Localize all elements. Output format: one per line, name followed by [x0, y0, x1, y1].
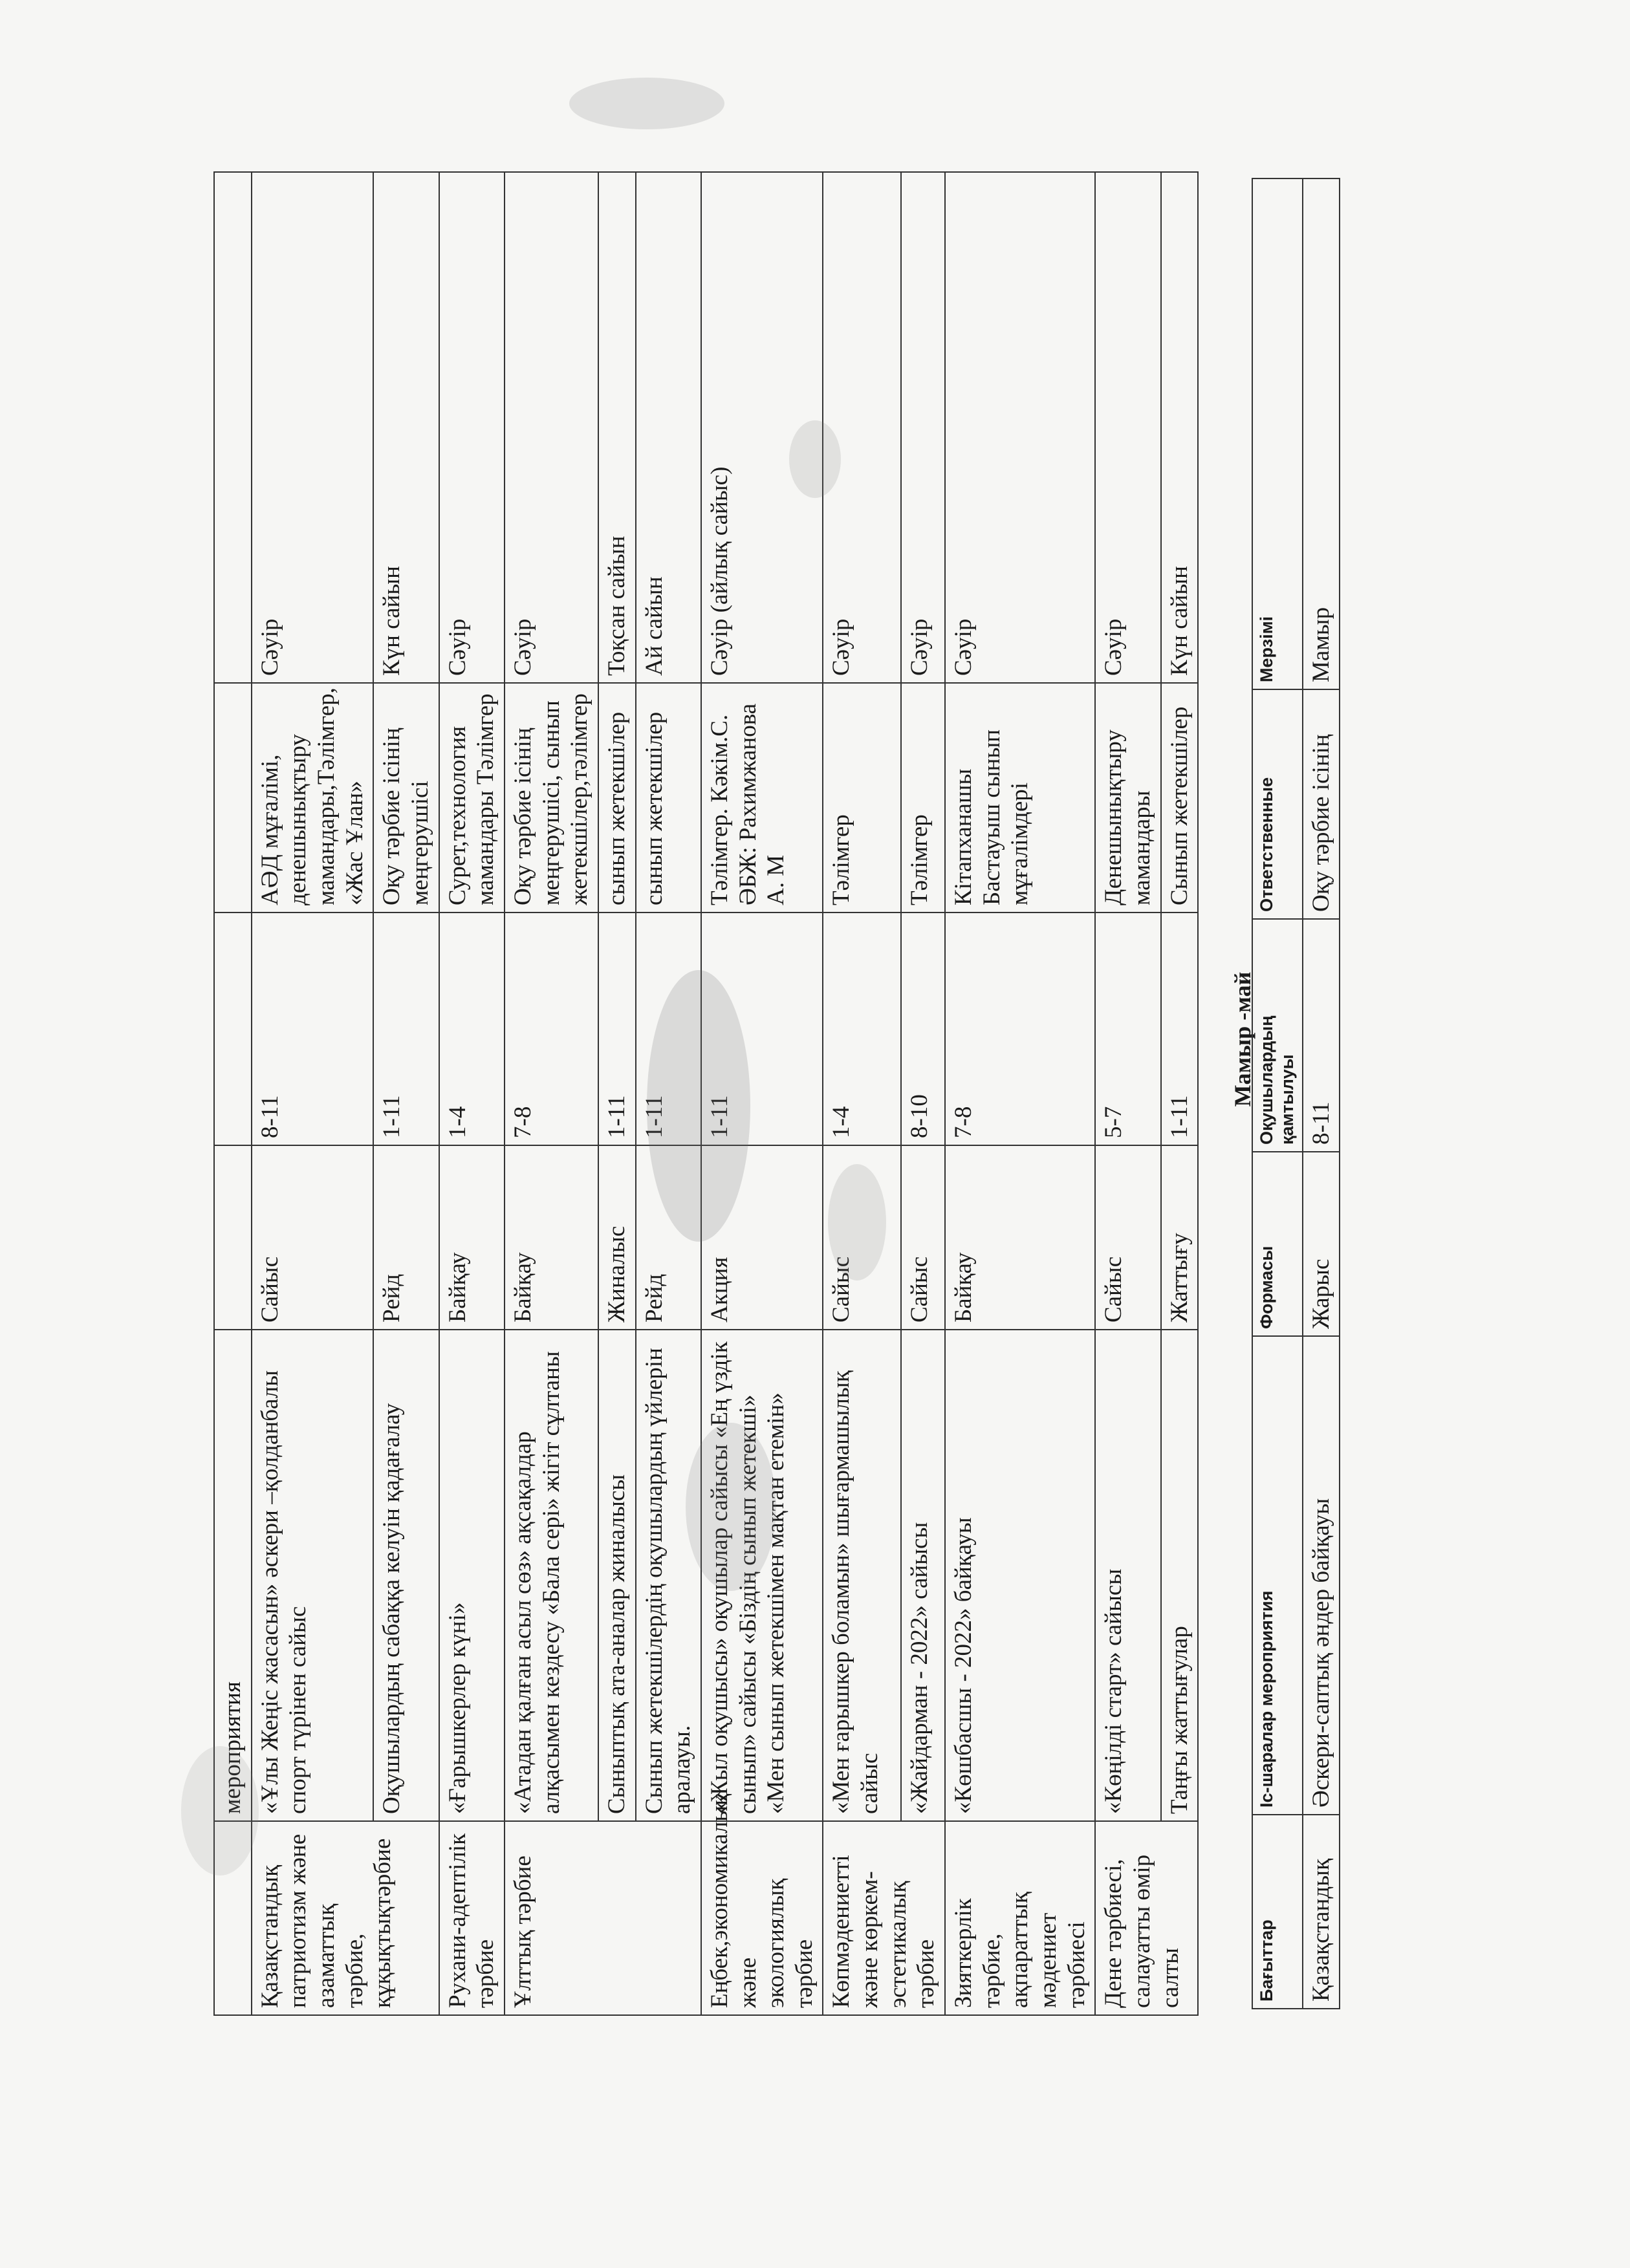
responsible-cell: Кітапханашы Бастауыш сынып мұғалімдері	[945, 683, 1095, 913]
responsible-cell: сынып жетекшілер	[598, 683, 636, 913]
form-cell: Байқау	[505, 1145, 598, 1330]
grades-cell: 7-8	[505, 913, 598, 1145]
form-cell: Рейд	[636, 1145, 701, 1330]
table-row	[1095, 172, 1160, 2015]
table-row	[598, 172, 636, 2015]
toner-speckle	[828, 1164, 886, 1280]
deadline-cell: Сәуір	[945, 172, 1095, 683]
deadline-cell: Сәуір (айлық сайыс)	[701, 172, 823, 683]
direction-cell: Рухани-адептілік тәрбие	[439, 1821, 505, 2015]
deadline-cell: Күн сайын	[373, 172, 439, 683]
responsible-cell: Оқу тәрбие ісінің меңгерушісі	[373, 683, 439, 913]
event-cell: «Жыл оқушысы» оқушылар сайысы «Ең үздік сынып» сайысы «Біздің сынып жетекші» «Мен сынып жетекшімен мақтан етемін»	[701, 1330, 823, 1821]
responsible-cell: Сурет,технология мамандары Тәлімгер	[439, 683, 505, 913]
grades-cell: 1-11	[701, 913, 823, 1145]
direction-cell: Қазақстандық патриотизм және азаматтық тәрбие, құқықтықтәрбие	[252, 1821, 439, 2015]
header-coverage: Оқушылардың қамтылуы	[1252, 919, 1303, 1152]
event-cell: «Ғарышкерлер күні»	[439, 1330, 505, 1821]
event-cell: «Ұлы Жеңіс жасасын» әскери –қолданбалы спорт түрінен сайыс	[252, 1330, 374, 1821]
event-cell: Таңғы жаттығулар	[1161, 1330, 1199, 1821]
direction-cell: Көпмәдениетті және көркем-эстетикалық тәрбие	[823, 1821, 945, 2015]
grades-cell: 1-11	[598, 913, 636, 1145]
responsible-cell: АӘД мұғалімі, денешынықтыру мамандары,Тәлімгер, «Жас Ұлан»	[252, 683, 374, 913]
form-cell: Сайыс	[901, 1145, 945, 1330]
deadline-cell: Сәуір	[901, 172, 945, 683]
header-form: Формасы	[1252, 1152, 1303, 1336]
responsible-cell: сынып жетекшілер	[636, 683, 701, 913]
event-cell: Сыныптық ата-аналар жиналысы	[598, 1330, 636, 1821]
grades-cell: 8-11	[1303, 919, 1340, 1152]
event-cell: «Көңілді старт» сайысы	[1095, 1330, 1160, 1821]
grades-cell: 8-11	[252, 913, 374, 1145]
grades-cell: 1-11	[373, 913, 439, 1145]
header-events: Іс-шаралар мероприятия	[1252, 1336, 1303, 1815]
table-header-row	[1252, 178, 1303, 2009]
event-cell: Сынып жетекшілердің оқушылардың үйлерін аралауы.	[636, 1330, 701, 1821]
header-deadline: Мерзімі	[1252, 178, 1303, 689]
form-cell: Жаттығу	[1161, 1145, 1199, 1330]
table-row	[373, 172, 439, 2015]
deadline-cell: Ай сайын	[636, 172, 701, 683]
form-cell: Акция	[701, 1145, 823, 1330]
responsible-cell: Тәлімгер. Кәкім.С. ӘБЖ: Рахимжанова А. М	[701, 683, 823, 913]
form-cell: Сайыс	[252, 1145, 374, 1330]
table-row	[252, 172, 374, 2015]
form-cell: Рейд	[373, 1145, 439, 1330]
event-cell: «Көшбасшы - 2022» байқауы	[945, 1330, 1095, 1821]
direction-cell: Дене тәрбиесі, салауатты өмір салты	[1095, 1821, 1198, 2015]
deadline-cell: Сәуір	[439, 172, 505, 683]
event-cell: «Мен ғарышкер боламын» шығармашылық сайыс	[823, 1330, 900, 1821]
responsible-cell: Сынып жетекшілер	[1161, 683, 1199, 913]
grades-cell: 7-8	[945, 913, 1095, 1145]
table-row	[1161, 172, 1199, 2015]
direction-cell: Ұлттық тәрбие	[505, 1821, 701, 2015]
responsible-cell: Оқу тәрбие ісінің	[1303, 689, 1340, 919]
table-row	[1303, 178, 1340, 2009]
table-row	[439, 172, 505, 2015]
deadline-cell: Сәуір	[505, 172, 598, 683]
grades-cell: 8-10	[901, 913, 945, 1145]
grades-cell: 1-11	[636, 913, 701, 1145]
header-responsible: Ответственные	[1252, 689, 1303, 919]
direction-cell: Қазақстандық	[1303, 1815, 1340, 2009]
form-cell: Байқау	[945, 1145, 1095, 1330]
event-cell: Әскери-саптық әндер байқауы	[1303, 1336, 1340, 1815]
header-fragment: мероприятия	[214, 1330, 252, 1821]
may-table	[1252, 178, 1340, 2009]
direction-cell: Еңбек,экономикалық және экологиялық тәрбие	[701, 1821, 823, 2015]
table-row	[505, 172, 598, 2015]
deadline-cell: Тоқсан сайын	[598, 172, 636, 683]
toner-speckle	[686, 1423, 776, 1591]
form-cell: Сайыс	[1095, 1145, 1160, 1330]
form-cell: Жарыс	[1303, 1152, 1340, 1336]
deadline-cell: Сәуір	[1095, 172, 1160, 683]
header-directions: Бағыттар	[1252, 1815, 1303, 2009]
form-cell: Сайыс	[823, 1145, 900, 1330]
event-cell: Оқушылардың сабаққа келуін қадағалау	[373, 1330, 439, 1821]
table-row	[214, 172, 252, 2015]
grades-cell: 1-4	[439, 913, 505, 1145]
toner-speckle	[181, 1746, 259, 1875]
form-cell: Байқау	[439, 1145, 505, 1330]
toner-speckle	[647, 970, 750, 1242]
toner-speckle	[789, 420, 841, 498]
grades-cell: 5-7	[1095, 913, 1160, 1145]
responsible-cell: Тәлімгер	[901, 683, 945, 913]
deadline-cell: Сәуір	[252, 172, 374, 683]
table-row	[901, 172, 945, 2015]
responsible-cell: Денешынықтыру мамандары	[1095, 683, 1160, 913]
deadline-cell: Сәуір	[823, 172, 900, 683]
grades-cell: 1-11	[1161, 913, 1199, 1145]
deadline-cell: Мамыр	[1303, 178, 1340, 689]
direction-cell: Зияткерлік тәрбие, ақпараттық мәдениет тәрбиесі	[945, 1821, 1095, 2015]
event-cell: «Атадан қалған асыл сөз» ақсақалдар алқасымен кездесу «Бала сері» жігіт сұлтаны	[505, 1330, 598, 1821]
responsible-cell: Оқу тәрбие ісінің меңгерушісі, сынып жетекшілер,тәлімгер	[505, 683, 598, 913]
may-section-title: Мамыр -май	[1230, 971, 1255, 1107]
table-row	[945, 172, 1095, 2015]
form-cell: Жиналыс	[598, 1145, 636, 1330]
toner-speckle	[569, 78, 724, 129]
deadline-cell: Күн сайын	[1161, 172, 1199, 683]
responsible-cell: Тәлімгер	[823, 683, 900, 913]
grades-cell: 1-4	[823, 913, 900, 1145]
event-cell: «Жайдарман - 2022» сайысы	[901, 1330, 945, 1821]
